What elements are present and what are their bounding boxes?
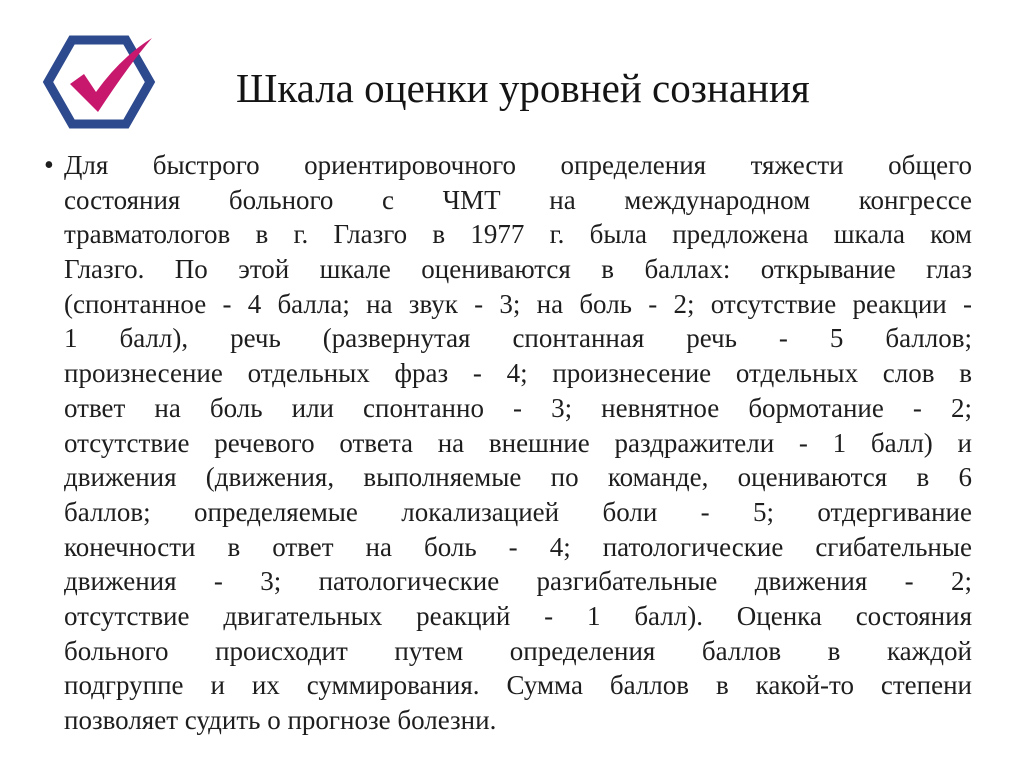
- paragraph-line: (спонтанное - 4 балла; на звук - 3; на боль - 2; отсутствие реакции -: [64, 288, 972, 319]
- paragraph-line: отсутствие двигательных реакций - 1 балл). Оценка состояния: [64, 600, 972, 631]
- paragraph-line: произнесение отдельных фраз - 4; произнесение отдельных слов в: [64, 358, 972, 389]
- paragraph-line: Глазго. По этой шкале оцениваются в баллах: открывание глаз: [64, 254, 972, 285]
- paragraph-line: позволяет судить о прогнозе болезни.: [64, 705, 497, 735]
- paragraph-line: подгруппе и их суммирования. Сумма баллов в какой-то степени: [64, 670, 972, 701]
- paragraph-line: движения (движения, выполняемые по команде, оцениваются в 6: [64, 462, 972, 493]
- paragraph-line: отсутствие речевого ответа на внешние раздражители - 1 балл) и: [64, 427, 972, 458]
- paragraph-line: травматологов в г. Глазго в 1977 г. была предложена шкала ком: [64, 219, 972, 250]
- paragraph-line: баллов; определяемые локализацией боли - 5; отдергивание: [64, 496, 972, 527]
- paragraph-line: движения - 3; патологические разгибательные движения - 2;: [64, 566, 972, 597]
- paragraph-line: конечности в ответ на боль - 4; патологические сгибательные: [64, 531, 972, 562]
- paragraph-line: Для быстрого ориентировочного определения тяжести общего: [64, 150, 972, 180]
- slide-title: Шкала оценки уровней сознания: [236, 65, 810, 111]
- checkmark-hexagon-icon: [40, 30, 158, 134]
- paragraph-line: состояния больного с ЧМТ на международном конгрессе: [64, 184, 972, 215]
- slide-body-paragraph: [64, 148, 972, 738]
- bullet-marker: •: [44, 150, 54, 181]
- paragraph-line: ответ на боль или спонтанно - 3; невнятное бормотание - 2;: [64, 392, 972, 423]
- paragraph-line: 1 балл), речь (развернутая спонтанная речь - 5 баллов;: [64, 323, 972, 354]
- paragraph-line: больного происходит путем определения баллов в каждой: [64, 635, 972, 666]
